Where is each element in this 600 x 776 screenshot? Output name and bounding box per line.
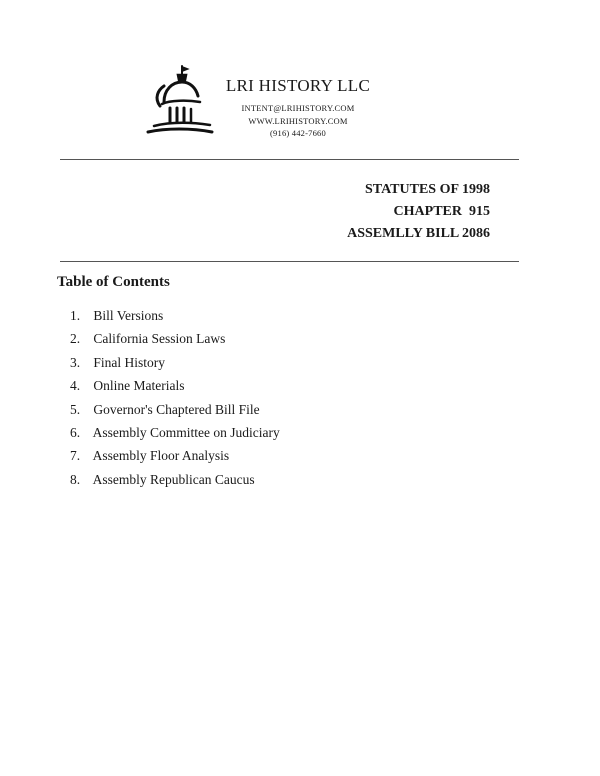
- capitol-dome-icon: [140, 62, 216, 140]
- contact-phone: (916) 442-7660: [270, 128, 326, 138]
- toc-item: 6. Assembly Committee on Judiciary: [70, 424, 280, 440]
- toc-item: 2. California Session Laws: [70, 331, 226, 347]
- toc-item: 5. Governor's Chaptered Bill File: [70, 401, 260, 417]
- toc-item: 8. Assembly Republican Caucus: [70, 471, 255, 487]
- contact-email: INTENT@LRIHISTORY.COM: [241, 103, 355, 113]
- header-divider: [60, 159, 519, 160]
- toc-item: 1. Bill Versions: [70, 308, 164, 323]
- toc-title: Table of Contents: [57, 274, 170, 290]
- toc-item: 4. Online Materials: [70, 378, 185, 394]
- statute-bill: ASSEMLLY BILL 2086: [347, 226, 490, 241]
- letterhead: [218, 76, 378, 140]
- statute-year: STATUTES OF 1998: [365, 182, 490, 197]
- statute-block: [347, 179, 490, 245]
- toc-item: 3. Final History: [70, 354, 166, 370]
- contact-website: WWW.LRIHISTORY.COM: [248, 115, 348, 126]
- toc-list: [70, 306, 280, 493]
- toc-item: 7. Assembly Floor Analysis: [70, 448, 230, 464]
- statute-divider: [60, 261, 519, 262]
- statute-chapter: CHAPTER 915: [393, 204, 490, 219]
- company-name: LRI HISTORY LLC: [225, 76, 371, 95]
